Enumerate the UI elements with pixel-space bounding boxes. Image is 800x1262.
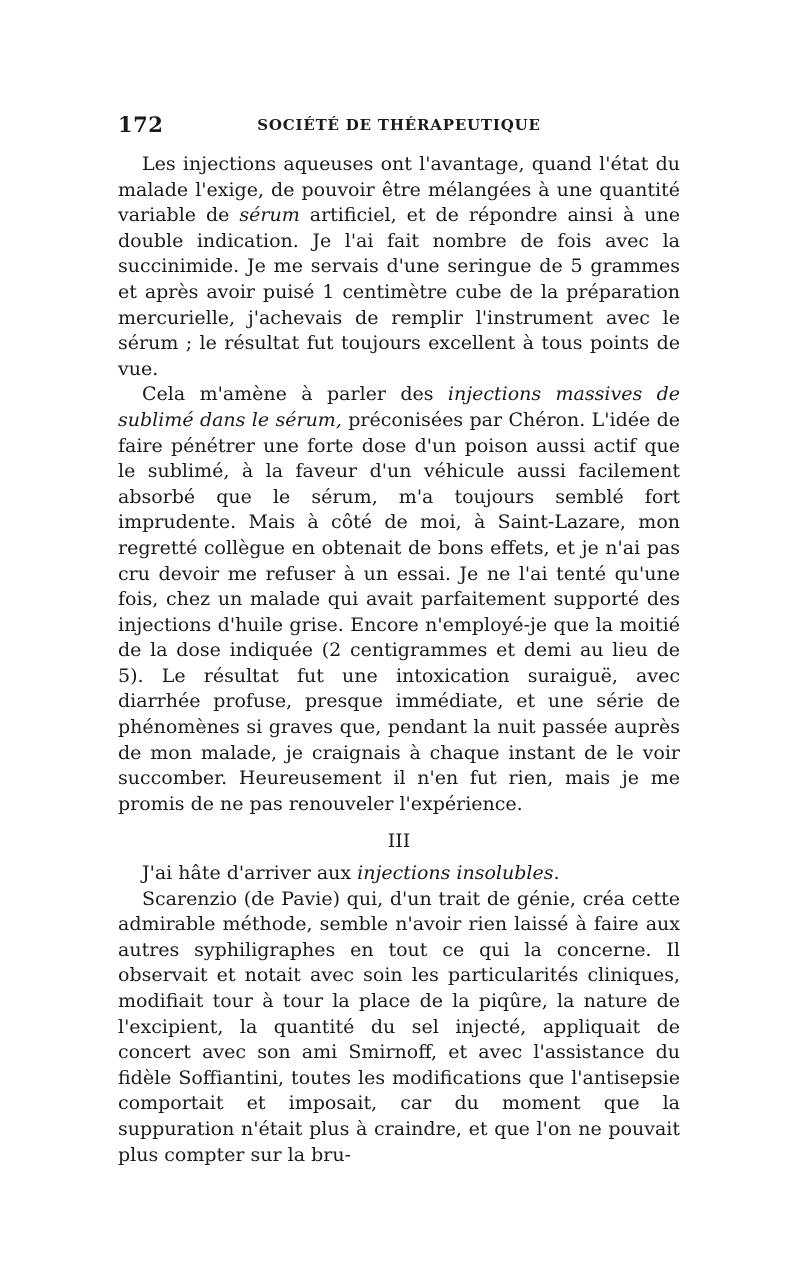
section-heading: III — [387, 830, 411, 853]
paragraph1-part-c: artificiel, et de répondre ainsi à une double indication. Je l'ai fait nombre de fois avec la succinimide. Je me servais d'une seringue de 5 grammes et après avoir puisé 1 centimètre cube de la préparation mercurielle, j'achevais de remplir l'instrument avec le sérum ; le résultat fut toujours excellent à tous points de vue. — [118, 204, 680, 380]
paragraph2-part-a: Cela m'amène à parler des — [142, 383, 448, 406]
paragraph-massive-injections — [118, 382, 680, 817]
paragraph2-italic-phrase: injections massives de sublimé dans le sérum, — [118, 383, 680, 431]
running-title: SOCIÉTÉ DE THÉRAPEUTIQUE — [257, 116, 541, 134]
paragraph-insoluble-injections — [118, 861, 680, 887]
paragraph1-part-a: Les injections aqueuses ont l'avantage, quand l'état du malade l'exige, de pouvoir être mélangées à une quantité variable de — [118, 153, 680, 227]
paragraph1-italic-serum: sérum — [239, 204, 300, 227]
page-number: 172 — [118, 112, 164, 137]
paragraph2-part-c: préconisées par Chéron. L'idée de faire pénétrer une forte dose d'un poison aussi actif que le sublimé, à la faveur d'un véhicule aussi facilement absorbé que le sérum, m'a toujours semblé fort imprudente. Mais à côté de moi, à Saint-Lazare, mon regretté collègue en obtenait de bons effets, et je n'ai pas cru devoir me refuser à un essai. Je ne l'ai tenté qu'une fois, chez un malade qui avait parfaitement supporté des injections d'huile grise. Encore n'employé-je que la moitié de la dose indiquée (2 centigrammes et demi au lieu de 5). Le résultat fut une intoxication suraiguë, avec diarrhée profuse, presque immédiate, et une série de phénomènes si graves que, pendant la nuit passée auprès de mon malade, je craignais à chaque instant de le voir succomber. Heureusement il n'en fut rien, mais je me promis de ne pas renouveler l'expérience. — [118, 408, 680, 815]
paragraph3-part-a: J'ai hâte d'arriver aux — [142, 862, 358, 885]
paragraph-scarenzio: Scarenzio (de Pavie) qui, d'un trait de génie, créa cette admirable méthode, semble n'avoir rien laissé à faire aux autres syphiligraphes en tout ce qui la concerne. Il observait et notait avec soin les particularités cliniques, modifiait tour à tour la place de la piqûre, la nature de l'excipient, la quantité du sel injecté, appliquait de concert avec son ami Smirnoff, et avec l'assistance du fidèle Soffiantini, toutes les modifications que l'antisepsie comportait et imposait, car du moment que la suppuration n'était plus à craindre, et que l'on ne pouvait plus compter sur la bru- — [118, 887, 680, 1166]
page-body — [118, 152, 680, 1168]
page-header — [118, 112, 680, 142]
paragraph3-italic-phrase: injections insolubles. — [357, 862, 560, 885]
paragraph-aqueous-injections — [118, 152, 680, 382]
